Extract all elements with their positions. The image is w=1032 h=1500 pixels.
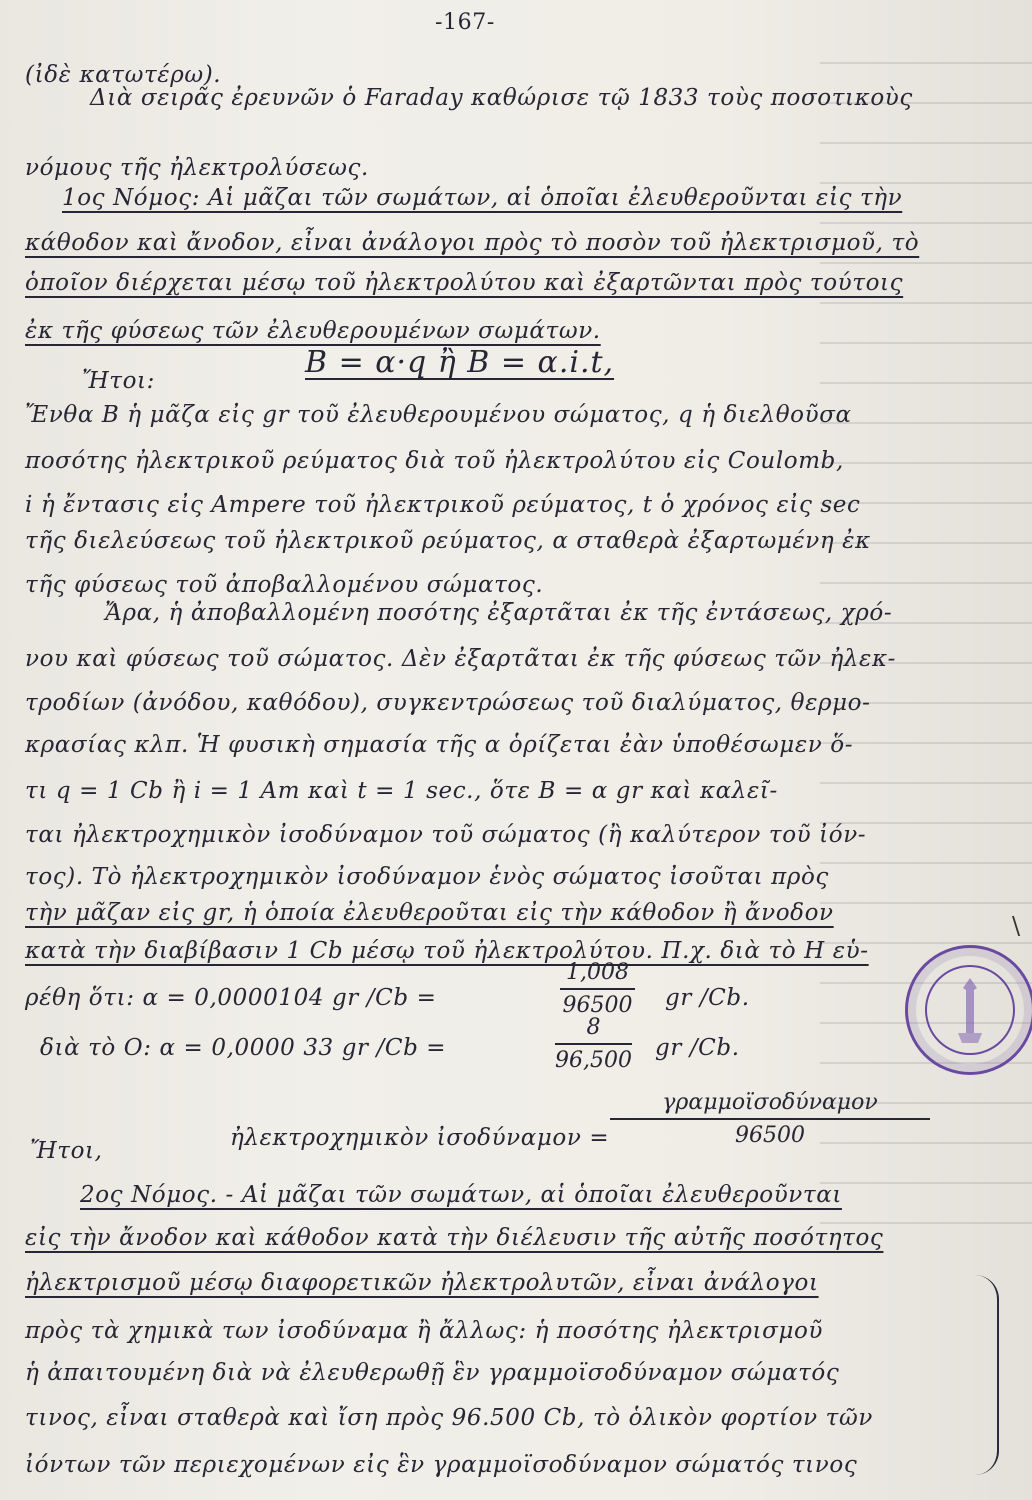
library-stamp <box>905 945 1032 1075</box>
text-line: Ἔνθα B ἡ μᾶζα εἰς gr τοῦ ἐλευθερουμένου σώματος, q ἡ διελθοῦσα <box>25 402 852 428</box>
text-line: gr /Cb. <box>655 1035 740 1061</box>
text-line: τι q = 1 Cb ἢ i = 1 Am καὶ t = 1 sec., ὅτε B = α gr καὶ καλεῖ- <box>25 778 778 804</box>
text-line: ται ἠλεκτροχημικὸν ἰσοδύναμον τοῦ σώματος (ἢ καλύτερον τοῦ ἰόν- <box>25 822 867 848</box>
text-line: κατὰ τὴν διαβίβασιν 1 Cb μέσῳ τοῦ ἠλεκτρολύτου. Π.χ. διὰ τὸ H εὑ- <box>25 938 869 964</box>
text-line: τὴν μᾶζαν εἰς gr, ἡ ὁποία ἐλευθεροῦται εἰς τὴν κάθοδον ἢ ἄνοδον <box>25 900 834 926</box>
text-line: ποσότης ἠλεκτρικοῦ ρεύματος διὰ τοῦ ἠλεκτρολύτου εἰς Coulomb, <box>25 448 844 474</box>
text-line: τῆς φύσεως τοῦ ἀποβαλλομένου σώματος. <box>25 572 544 598</box>
text-line: ἐκ τῆς φύσεως τῶν ἐλευθερουμένων σωμάτων. <box>25 318 601 344</box>
margin-tick-mark: \ <box>1012 912 1021 940</box>
text-line: Ἤτοι: <box>82 368 155 394</box>
fraction-denominator: 96500 <box>735 1123 805 1148</box>
fraction-denominator: 96500 <box>562 993 633 1018</box>
text-line: ρέθη ὅτι: α = 0,0000104 gr /Cb = <box>25 985 437 1011</box>
fraction-numerator: 8 <box>555 1015 632 1045</box>
fraction-hydrogen <box>560 960 635 1018</box>
text-line: κάθοδον καὶ ἄνοδον, εἶναι ἀνάλογοι πρὸς τὸ ποσὸν τοῦ ἠλεκτρισμοῦ, τὸ <box>25 230 920 256</box>
text-line: ἠλεκτρισμοῦ μέσῳ διαφορετικῶν ἠλεκτρολυτῶν, εἶναι ἀνάλογοι <box>25 1270 819 1296</box>
text-line: i ἡ ἔντασις εἰς Ampere τοῦ ἠλεκτρικοῦ ρεύματος, t ὁ χρόνος εἰς sec <box>25 492 861 518</box>
text-line: Ἤτοι, <box>30 1138 103 1164</box>
text-line: ἡ ἀπαιτουμένη διὰ νὰ ἐλευθερωθῇ ἓν γραμμοϊσοδύναμον σώματός <box>25 1360 840 1386</box>
text-line: τῆς διελεύσεως τοῦ ἠλεκτρικοῦ ρεύματος, α σταθερὰ ἐξαρτωμένη ἐκ <box>25 528 871 554</box>
law-2-heading: 2ος Νόμος. - Αἱ μᾶζαι τῶν σωμάτων, αἱ ὁποῖαι ἐλευθεροῦνται <box>80 1182 842 1208</box>
text-line: τινος, εἶναι σταθερὰ καὶ ἴση πρὸς 96.500 Cb, τὸ ὁλικὸν φορτίον τῶν <box>25 1405 873 1431</box>
text-line: Ἄρα, ἡ ἀποβαλλομένη ποσότης ἐξαρτᾶται ἐκ τῆς ἐντάσεως, χρό- <box>105 600 893 626</box>
text-line: διὰ τὸ O: α = 0,0000 33 gr /Cb = <box>40 1035 447 1061</box>
formula-law-1: B = α·q ἢ B = α.i.t, <box>305 345 615 380</box>
law-1-heading: 1ος Νόμος: Αἱ μᾶζαι τῶν σωμάτων, αἱ ὁποῖαι ἐλευθεροῦνται εἰς τὴν <box>62 185 903 211</box>
text-line: Διὰ σειρᾶς ἐρευνῶν ὁ Faraday καθώρισε τῷ 1833 τοὺς ποσοτικοὺς <box>90 85 913 111</box>
fraction-equivalent <box>610 1090 930 1148</box>
fraction-numerator: γραμμοϊσοδύναμον <box>610 1090 930 1120</box>
text-line: νου καὶ φύσεως τοῦ σώματος. Δὲν ἐξαρτᾶται ἐκ τῆς φύσεως τῶν ἠλεκ- <box>25 646 896 672</box>
text-line: κρασίας κλπ. Ἡ φυσικὴ σημασία τῆς α ὁρίζεται ἐὰν ὑποθέσωμεν ὅ- <box>25 732 854 758</box>
text-line: πρὸς τὰ χημικὰ των ἰσοδύναμα ἢ ἄλλως: ἡ ποσότης ἠλεκτρισμοῦ <box>25 1318 824 1344</box>
text-line: τος). Τὸ ἠλεκτροχημικὸν ἰσοδύναμον ἑνὸς σώματος ἰσοῦται πρὸς <box>25 864 829 890</box>
margin-bracket <box>975 1275 999 1475</box>
fraction-denominator: 96,500 <box>555 1048 632 1073</box>
text-line: gr /Cb. <box>665 985 750 1011</box>
text-line: νόμους τῆς ἠλεκτρολύσεως. <box>25 155 369 181</box>
text-line: εἰς τὴν ἄνοδον καὶ κάθοδον κατὰ τὴν διέλευσιν τῆς αὐτῆς ποσότητος <box>25 1225 884 1251</box>
text-line: τροδίων (ἀνόδου, καθόδου), συγκεντρώσεως τοῦ διαλύματος, θερμο- <box>25 690 871 716</box>
fraction-oxygen <box>555 1015 632 1073</box>
text-line: ἠλεκτροχημικὸν ἰσοδύναμον = <box>230 1125 610 1151</box>
text-line: ὁποῖον διέρχεται μέσῳ τοῦ ἠλεκτρολύτου καὶ ἐξαρτῶνται πρὸς τούτοις <box>25 270 904 296</box>
text-line: ἰόντων τῶν περιεχομένων εἰς ἓν γραμμοϊσοδύναμον σώματός τινος <box>25 1452 858 1478</box>
fraction-numerator: 1,008 <box>560 960 635 990</box>
text-line: (ἰδὲ κατωτέρω). <box>25 62 222 88</box>
page-number: -167- <box>435 10 495 35</box>
